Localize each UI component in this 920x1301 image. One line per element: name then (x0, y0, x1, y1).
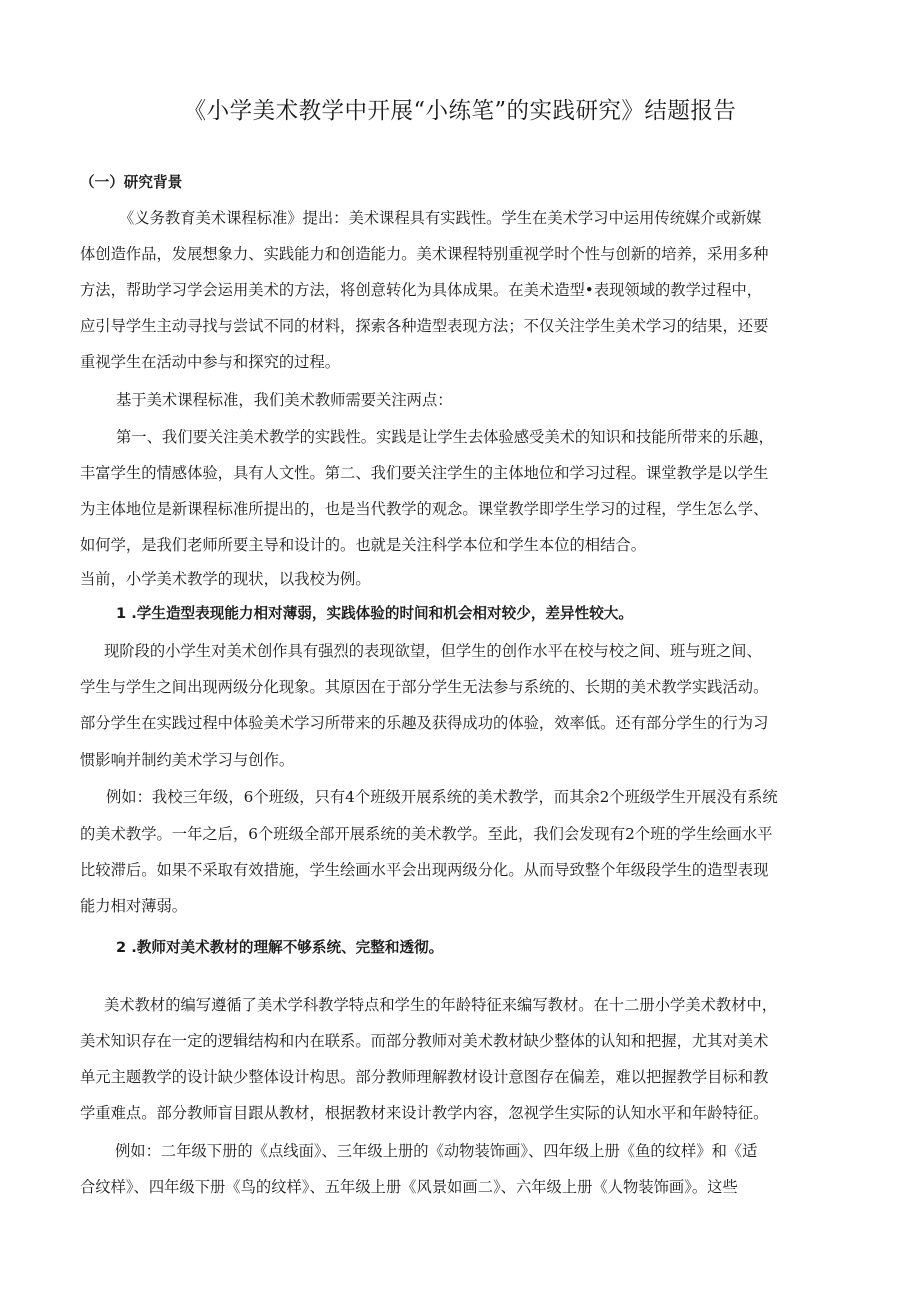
paragraph-line: 体创造作品，发展想象力、实践能力和创造能力。美术课程特别重视学时个性与创新的培养，采用多种 (80, 245, 769, 263)
paragraph-line: 惯影响并制约美术学习与创作。 (80, 751, 295, 769)
paragraph-line: 能力相对薄弱。 (80, 897, 188, 915)
paragraph-line: 重视学生在活动中参与和探究的过程。 (80, 353, 341, 371)
paragraph-line: 为主体地位是新课程标准所提出的，也是当代教学的观念。课堂教学即学生学习的过程，学生怎么学、 (80, 500, 769, 518)
paragraph-line: 合纹样》、四年级下册《鸟的纹样》、五年级上册《风景如画二》、六年级上册《人物装饰画》。这些 (80, 1178, 738, 1196)
paragraph-line: 例如：我校三年级，6个班级，只有4个班级开展系统的美术教学，而其余2个班级学生开展没有系统 (106, 788, 778, 806)
paragraph-line: 现阶段的小学生对美术创作具有强烈的表现欲望，但学生的创作水平在校与校之间、班与班之间、 (104, 642, 762, 660)
paragraph-line: 第一、我们要关注美术教学的实践性。实践是让学生去体验感受美术的知识和技能所带来的乐趣， (116, 428, 774, 446)
document-title: 《小学美术教学中开展“小练笔”的实践研究》结题报告 (183, 98, 737, 124)
paragraph-line: 应引导学生主动寻找与尝试不同的材料，探索各种造型表现方法；不仅关注学生美术学习的结果，还要 (80, 317, 769, 335)
paragraph-line: 方法，帮助学习学会运用美术的方法，将创意转化为具体成果。在美术造型•表现领域的教学过程中， (80, 281, 763, 299)
paragraph-line: 学重难点。部分教师盲目跟从教材，根据教材来设计教学内容，忽视学生实际的认知水平和年龄特征。 (80, 1104, 769, 1122)
paragraph-line: 美术知识存在一定的逻辑结构和内在联系。而部分教师对美术教材缺少整体的认知和把握，尤其对美术 (80, 1032, 769, 1050)
paragraph-line: 学生与学生之间出现两级分化现象。其原因在于部分学生无法参与系统的、长期的美术教学实践活动。 (80, 678, 769, 696)
paragraph-line: 当前，小学美术教学的现状，以我校为例。 (80, 570, 371, 588)
subheading-2: 2 .教师对美术教材的理解不够系统、完整和透彻。 (116, 939, 444, 956)
paragraph-line: 例如：二年级下册的《点线面》、三年级上册的《动物装饰画》、四年级上册《鱼的纹样》和《适 (115, 1142, 758, 1160)
paragraph-line: 单元主题教学的设计缺少整体设计构思。部分教师理解教材设计意图存在偏差，难以把握教学目标和教 (80, 1068, 769, 1086)
paragraph-line: 美术教材的编写遵循了美术学科教学特点和学生的年龄特征来编写教材。在十二册小学美术教材中， (104, 996, 778, 1014)
paragraph-line: 基于美术课程标准，我们美术教师需要关注两点： (116, 391, 453, 409)
paragraph-line: 如何学，是我们老师所要主导和设计的。也就是关注科学本位和学生本位的相结合。 (80, 536, 646, 554)
paragraph-line: 丰富学生的情感体验，具有人文性。第二、我们要关注学生的主体地位和学习过程。课堂教学是以学生 (80, 464, 769, 482)
subheading-1: 1 .学生造型表现能力相对薄弱，实践体验的时间和机会相对较少，差异性较大。 (116, 605, 633, 622)
paragraph-line: 部分学生在实践过程中体验美术学习所带来的乐趣及获得成功的体验，效率低。还有部分学生的行为习 (80, 714, 769, 732)
paragraph-line: 的美术教学。一年之后，6个班级全部开展系统的美术教学。至此，我们会发现有2个班的学生绘画水平 (80, 825, 773, 843)
paragraph-line: 《义务教育美术课程标准》提出：美术课程具有实践性。学生在美术学习中运用传统媒介或新媒 (119, 209, 762, 227)
section-heading-background: （一）研究背景 (80, 174, 183, 191)
paragraph-line: 比较滞后。如果不采取有效措施，学生绘画水平会出现两级分化。从而导致整个年级段学生的造型表现 (80, 861, 769, 879)
